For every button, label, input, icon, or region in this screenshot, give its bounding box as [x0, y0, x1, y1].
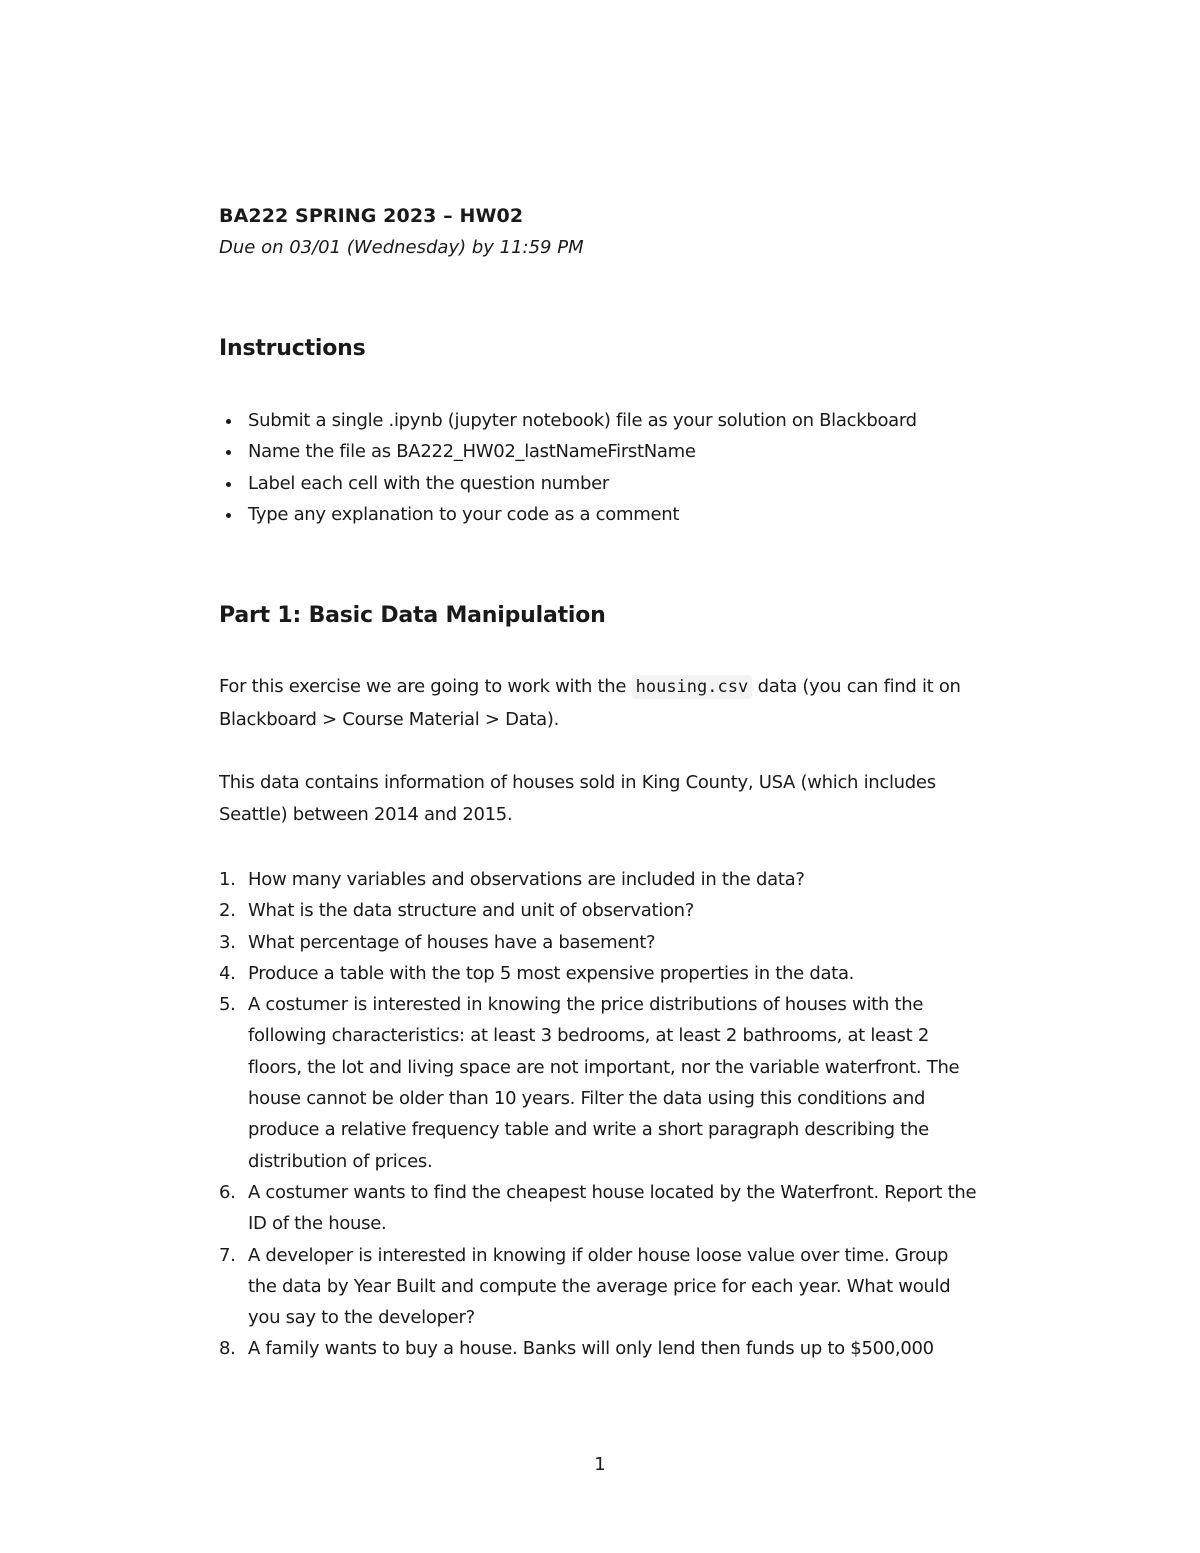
- intro-text-after: data (you can find it on Blackboard > Course Material > Data).: [219, 676, 961, 730]
- question-text: Produce a table with the top 5 most expensive properties in the data.: [248, 962, 855, 984]
- question-text: How many variables and observations are included in the data?: [248, 869, 805, 890]
- page-number: 1: [594, 1454, 606, 1475]
- question-text: A developer is interested in knowing if older house loose value over time. Group the data by Year Built and compute the average price for each year. What would you say to the developer?: [248, 1244, 951, 1329]
- question-item: [219, 864, 979, 895]
- list-item-text: Label each cell with the question number: [248, 472, 610, 494]
- question-number: 2.: [219, 900, 236, 922]
- question-text: What percentage of houses have a basement?: [248, 931, 656, 953]
- list-item: [219, 436, 917, 467]
- list-item-text: Submit a single .ipynb (jupyter notebook) file as your solution on Blackboard: [248, 410, 917, 431]
- bullet-icon: [226, 450, 231, 455]
- question-item: [219, 895, 979, 926]
- question-number: 8.: [219, 1338, 236, 1360]
- list-item: [219, 499, 917, 530]
- due-date: Due on 03/01 (Wednesday) by 11:59 PM: [219, 237, 584, 258]
- question-number: 3.: [219, 931, 236, 953]
- bullet-icon: [226, 419, 231, 424]
- list-item-text: Name the file as BA222_HW02_lastNameFirstName: [248, 441, 696, 463]
- question-number: 5.: [219, 994, 236, 1016]
- question-item: [219, 1240, 979, 1334]
- question-text: A costumer wants to find the cheapest house located by the Waterfront. Report the ID of the house.: [248, 1181, 977, 1235]
- question-number: 6.: [219, 1181, 236, 1203]
- instructions-list: [219, 405, 917, 530]
- question-item: [219, 927, 979, 958]
- question-item: [219, 958, 979, 989]
- description-paragraph: This data contains information of houses sold in King County, USA (which includes Seattle) between 2014 and 2015.: [219, 772, 936, 825]
- part1-heading: Part 1: Basic Data Manipulation: [219, 603, 606, 628]
- list-item-text: Type any explanation to your code as a comment: [248, 503, 680, 525]
- question-text: A costumer is interested in knowing the price distributions of houses with the following characteristics: at least 3 bedrooms, at least 2 bathrooms, at least 2 floors, the lot and living space are not important, nor the variable waterfront. The house cannot be older than 10 years. Filter the data using this conditions and produce a relative frequency table and write a short paragraph describing the distribution of prices.: [248, 994, 960, 1172]
- filename-code: housing.csv: [632, 675, 753, 699]
- question-text: What is the data structure and unit of observation?: [248, 900, 695, 922]
- instructions-heading: Instructions: [219, 336, 366, 361]
- list-item: [219, 468, 917, 499]
- question-item: [219, 1333, 979, 1364]
- question-number: 4.: [219, 962, 236, 984]
- document-title: BA222 SPRING 2023 – HW02: [219, 205, 524, 227]
- questions-list: [219, 864, 979, 1365]
- question-number: 7.: [219, 1244, 236, 1266]
- bullet-icon: [226, 513, 231, 518]
- question-item: [219, 989, 979, 1177]
- bullet-icon: [226, 482, 231, 487]
- list-item: [219, 405, 917, 436]
- question-text: A family wants to buy a house. Banks will only lend then funds up to $500,000: [248, 1338, 934, 1360]
- intro-text-before: For this exercise we are going to work with the: [219, 676, 632, 697]
- question-item: [219, 1177, 979, 1240]
- question-number: 1.: [219, 869, 236, 890]
- intro-paragraph: [219, 671, 989, 735]
